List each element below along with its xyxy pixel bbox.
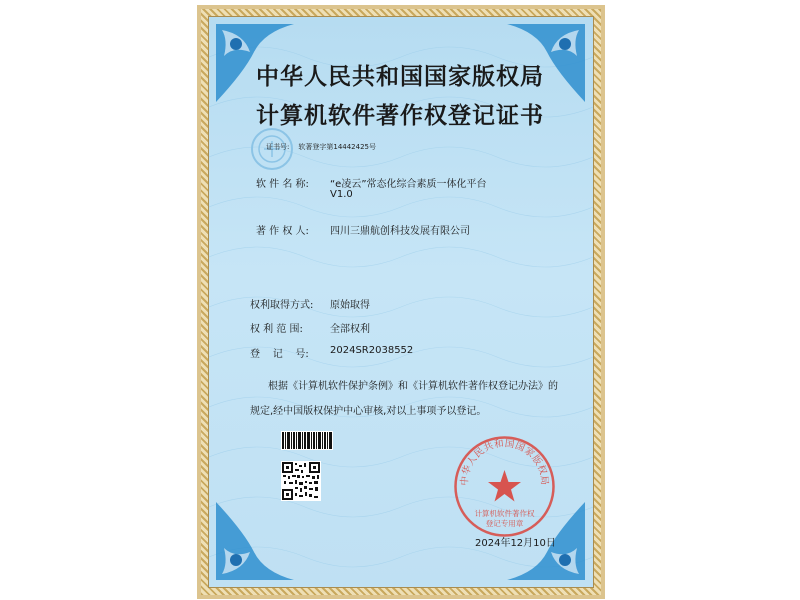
declaration-line-1: 根据《计算机软件保护条例》和《计算机软件著作权登记办法》的	[268, 381, 558, 392]
certificate-number	[266, 142, 385, 152]
declaration-line-2: 规定,经中国版权保护中心审核,对以上事项予以登记。	[250, 406, 487, 417]
certificate-number-label: 证书号:	[266, 143, 290, 151]
official-seal	[452, 434, 557, 539]
registration-number-value: 2024SR2038552	[330, 345, 414, 356]
barcode-icon	[281, 431, 333, 450]
seal-outer-text: 中华人民共和国国家版权局	[459, 438, 550, 486]
qr-code-icon	[281, 461, 321, 501]
certificate-title-name: 计算机软件著作权登记证书	[256, 102, 544, 129]
owner-label: 著 作 权 人:	[256, 226, 309, 237]
registration-number-label: 登 记 号:	[250, 349, 309, 360]
scope-label: 权 利 范 围:	[250, 324, 303, 335]
corner-ornament-bottom-left	[214, 500, 296, 582]
star-icon	[488, 470, 521, 502]
software-version: V1.0	[330, 189, 353, 200]
seal-inner-text-line2: 登记专用章	[485, 519, 524, 528]
issue-date: 2024年12月10日	[475, 538, 556, 549]
acquisition-label: 权利取得方式:	[250, 300, 314, 311]
software-name-value: “e凌云”常态化综合素质一体化平台	[330, 179, 487, 190]
certificate-number-value: 软著登字第14442425号	[298, 143, 376, 151]
seal-inner-text-line1: 计算机软件著作权	[474, 509, 535, 518]
owner-value: 四川三鼎航创科技发展有限公司	[330, 226, 470, 237]
software-name-label: 软 件 名 称:	[256, 179, 309, 190]
scope-value: 全部权利	[330, 324, 370, 335]
acquisition-value: 原始取得	[330, 300, 370, 311]
certificate-title-issuer: 中华人民共和国国家版权局	[256, 63, 544, 90]
